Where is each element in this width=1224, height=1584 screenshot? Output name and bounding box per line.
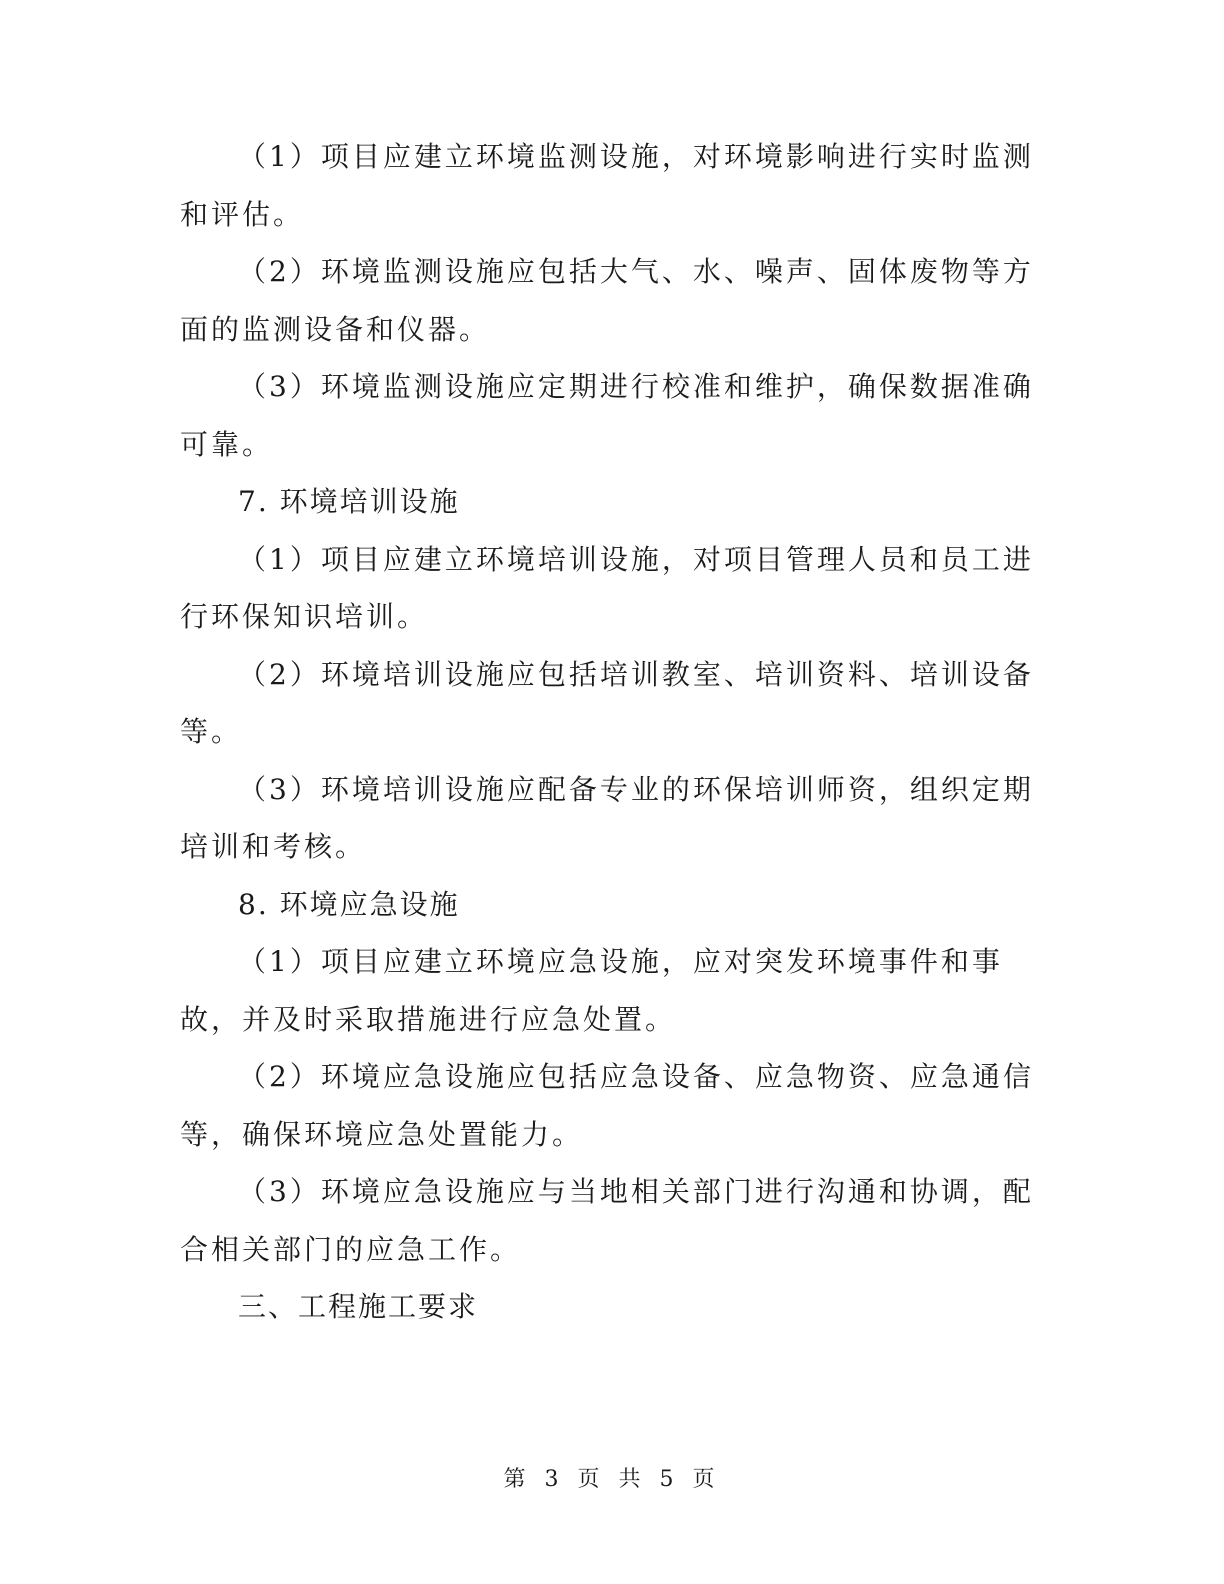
paragraph-training-2: （2）环境培训设施应包括培训教室、培训资料、培训设备等。	[180, 657, 1034, 748]
paragraph-training-3: （3）环境培训设施应配备专业的环保培训师资，组织定期培训和考核。	[180, 772, 1034, 863]
paragraph-emergency-1: （1）项目应建立环境应急设施，应对突发环境事件和事故，并及时采取措施进行应急处置。	[180, 945, 1003, 1036]
paragraph-monitoring-2: （2）环境监测设施应包括大气、水、噪声、固体废物等方面的监测设备和仪器。	[180, 255, 1034, 346]
paragraph-emergency-2: （2）环境应急设施应包括应急设备、应急物资、应急通信等，确保环境应急处置能力。	[180, 1060, 1034, 1151]
paragraph-monitoring-1: （1）项目应建立环境监测设施，对环境影响进行实时监测和评估。	[180, 140, 1034, 231]
paragraph-training-1: （1）项目应建立环境培训设施，对项目管理人员和员工进行环保知识培训。	[180, 542, 1034, 633]
chapter-heading-construction: 三、工程施工要求	[238, 1290, 479, 1323]
paragraph-emergency-3: （3）环境应急设施应与当地相关部门进行沟通和协调，配合相关部门的应急工作。	[180, 1175, 1034, 1266]
page-number-footer: 第 3 页 共 5 页	[503, 1467, 721, 1492]
document-body	[180, 128, 1040, 1336]
paragraph-monitoring-3: （3）环境监测设施应定期进行校准和维护，确保数据准确可靠。	[180, 370, 1034, 461]
section-heading-training: 7. 环境培训设施	[238, 485, 460, 518]
section-heading-emergency: 8. 环境应急设施	[238, 887, 460, 921]
